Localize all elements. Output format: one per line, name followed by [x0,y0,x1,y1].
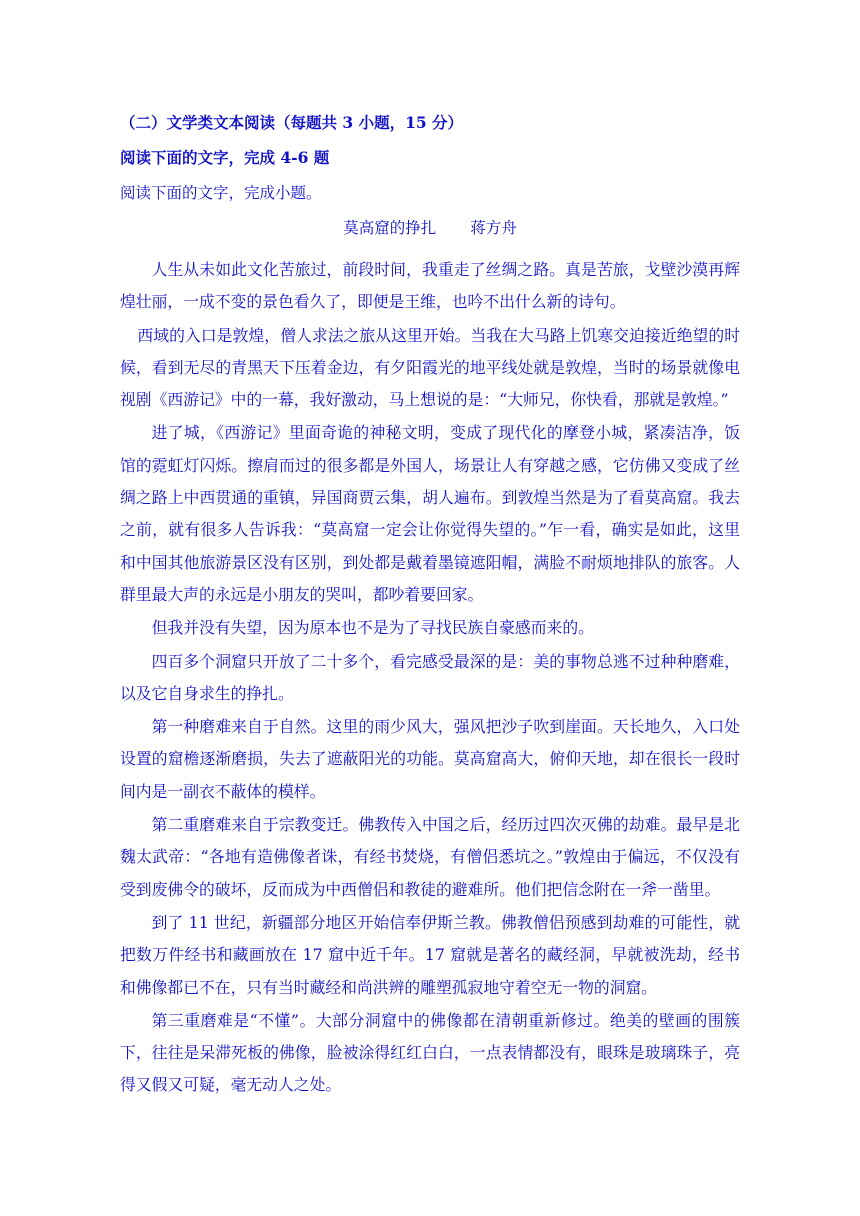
paragraph: 第三重磨难是“不懂”。大部分洞窟中的佛像都在清朝重新修过。绝美的壁画的围簇下，往往是呆滞死板的佛像，脸被涂得红红白白，一点表情都没有，眼珠是玻璃珠子，亮得又假又可疑，毫无动人之处。 [120,1010,740,1095]
paragraph: 四百多个洞窟只开放了二十多个，看完感受最深的是：美的事物总逃不过种种磨难，以及它自身求生的挣扎。 [120,651,740,703]
paragraph: 第一种磨难来自于自然。这里的雨少风大，强风把沙子吹到崖面。天长地久，入口处设置的窟檐逐渐磨损，失去了遮蔽阳光的功能。莫高窟高大，俯仰天地，却在很长一段时间内是一副衣不蔽体的模样。 [120,717,740,801]
paragraph: 人生从未如此文化苦旅过，前段时间，我重走了丝绸之路。真是苦旅，戈壁沙漠再辉煌壮丽，一成不变的景色看久了，即便是王维，也吟不出什么新的诗句。 [120,260,740,312]
paragraph: 进了城，《西游记》里面奇诡的神秘文明，变成了现代化的摩登小城，紧凑洁净，饭馆的霓虹灯闪烁。擦肩而过的很多都是外国人，场景让人有穿越之感，它仿佛又变成了丝绸之路上中西贯通的重镇，异国商贾云集，胡人遍布。到敦煌当然是为了看莫高窟。我去之前，就有很多人告诉我：“莫高窟一定会让你觉得失望的。”乍一看，确实是如此，这里和中国其他旅游景区没有区别，到处都是戴着墨镜遮阳帽，满脸不耐烦地排队的旅客。人群里最大声的永远是小朋友的哭叫，都吵着要回家。 [120,423,740,604]
question-instruction: 阅读下面的文字，完成 4-6 题 [120,148,330,167]
article-title: 莫高窟的挣扎 [343,219,437,237]
paragraph: 西域的入口是敦煌，僧人求法之旅从这里开始。当我在大马路上饥寒交迫接近绝望的时候，看到无尽的青黑天下压着金边，有夕阳霞光的地平线处就是敦煌，当时的场景就像电视剧《西游记》中的一幕，我好激动，马上想说的是：“大师兄，你快看，那就是敦煌。” [120,325,740,410]
paragraph: 到了 11 世纪，新疆部分地区开始信奉伊斯兰教。佛教僧侣预感到劫难的可能性，就把数万件经书和藏画放在 17 窟中近千年。17 窟就是著名的藏经洞，早就被洗劫，经书和佛像都已不在，只有当时藏经和尚洪辨的雕塑孤寂地守着空无一物的洞窟。 [120,912,740,997]
sub-instruction: 阅读下面的文字，完成小题。 [120,184,322,202]
article-author: 蒋方舟 [470,219,517,237]
article-title-line [120,218,740,238]
document-content [120,113,740,1103]
section-heading: （二）文学类文本阅读（每题共 3 小题，15 分） [120,113,464,132]
paragraph: 但我并没有失望，因为原本也不是为了寻找民族自豪感而来的。 [151,618,594,638]
paragraph: 第二重磨难来自于宗教变迁。佛教传入中国之后，经历过四次灭佛的劫难。最早是北魏太武帝：“各地有造佛像者诛，有经书焚烧，有僧侣悉坑之。”敦煌由于偏远，不仅没有受到废佛令的破坏，反而成为中西僧侣和教徒的避难所。他们把信念附在一斧一凿里。 [120,815,740,899]
